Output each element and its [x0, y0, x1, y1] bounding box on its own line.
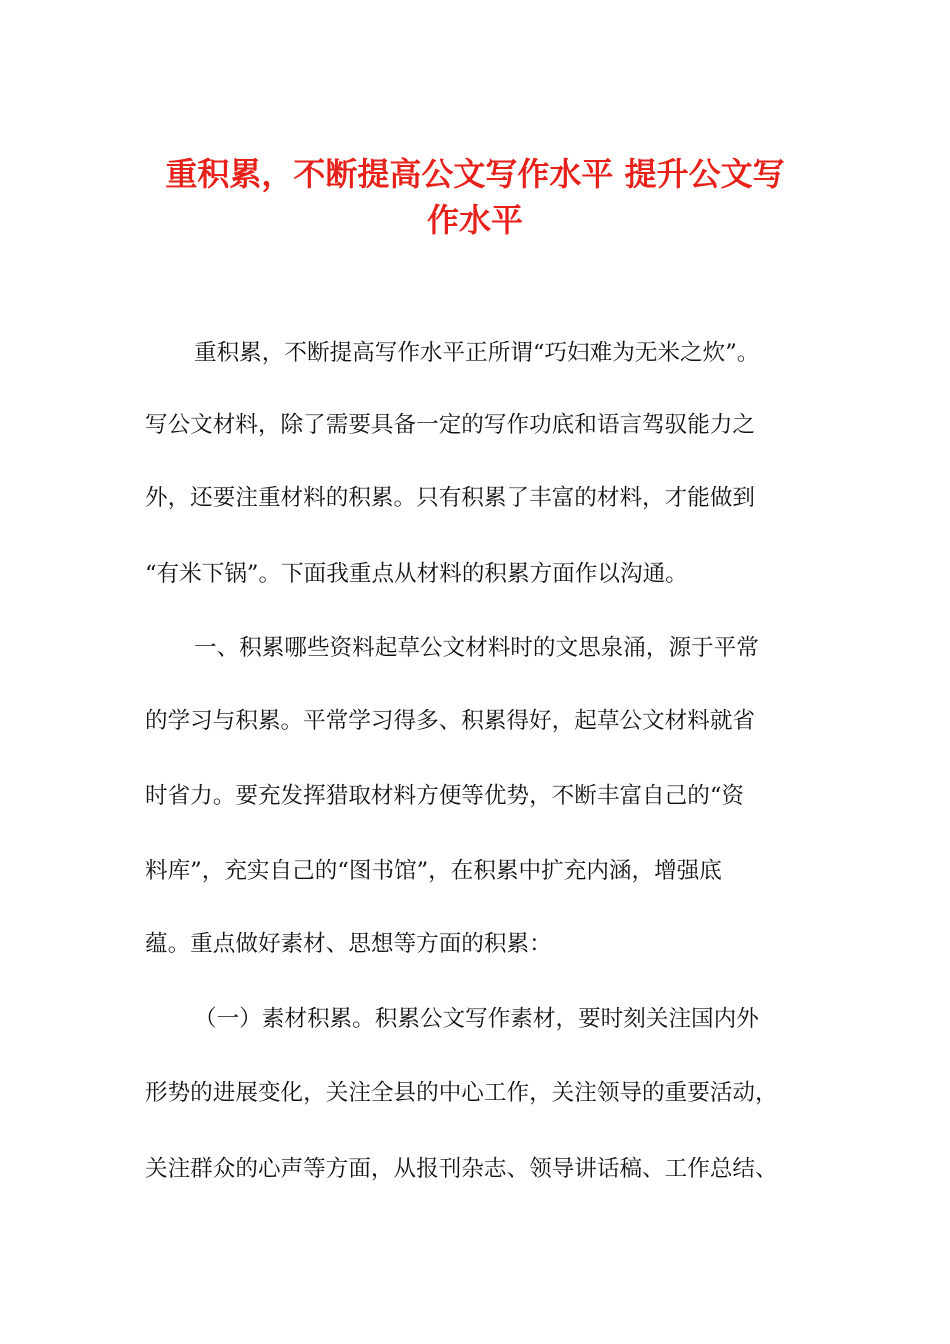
paragraph-3-line-3: 关注群众的心声等方面，从报刊杂志、领导讲话稿、工作总结、 — [145, 1156, 778, 1182]
document-title-line-2: 作水平 — [426, 201, 523, 239]
paragraph-3-line-2: 形势的进展变化，关注全县的中心工作，关注领导的重要活动， — [145, 1080, 778, 1106]
paragraph-1-line-2: 写公文材料，除了需要具备一定的写作功底和语言驾驭能力之 — [145, 412, 756, 438]
paragraph-1-line-3: 外，还要注重材料的积累。只有积累了丰富的材料，才能做到 — [145, 485, 756, 511]
paragraph-2-line-1: 一、积累哪些资料起草公文材料时的文思泉涌，源于平常 — [194, 635, 759, 661]
document-title-line-1: 重积累，不断提高公文写作水平 提升公文写 — [165, 155, 785, 193]
paragraph-2-line-3: 时省力。要充发挥猎取材料方便等优势，不断丰富自己的“资 — [145, 783, 744, 809]
paragraph-2-line-2: 的学习与积累。平常学习得多、积累得好，起草公文材料就省 — [145, 708, 756, 734]
paragraph-3-line-1: （一）素材积累。积累公文写作素材，要时刻关注国内外 — [194, 1006, 759, 1032]
paragraph-2-line-4: 料库”，充实自己的“图书馆”，在积累中扩充内涵，增强底 — [145, 858, 722, 884]
paragraph-1-line-4: “有米下锅”。下面我重点从材料的积累方面作以沟通。 — [145, 561, 688, 587]
paragraph-2-line-5: 蕴。重点做好素材、思想等方面的积累： — [145, 931, 552, 957]
paragraph-1-line-1: 重积累，不断提高写作水平正所谓“巧妇难为无米之炊”。 — [194, 340, 760, 366]
